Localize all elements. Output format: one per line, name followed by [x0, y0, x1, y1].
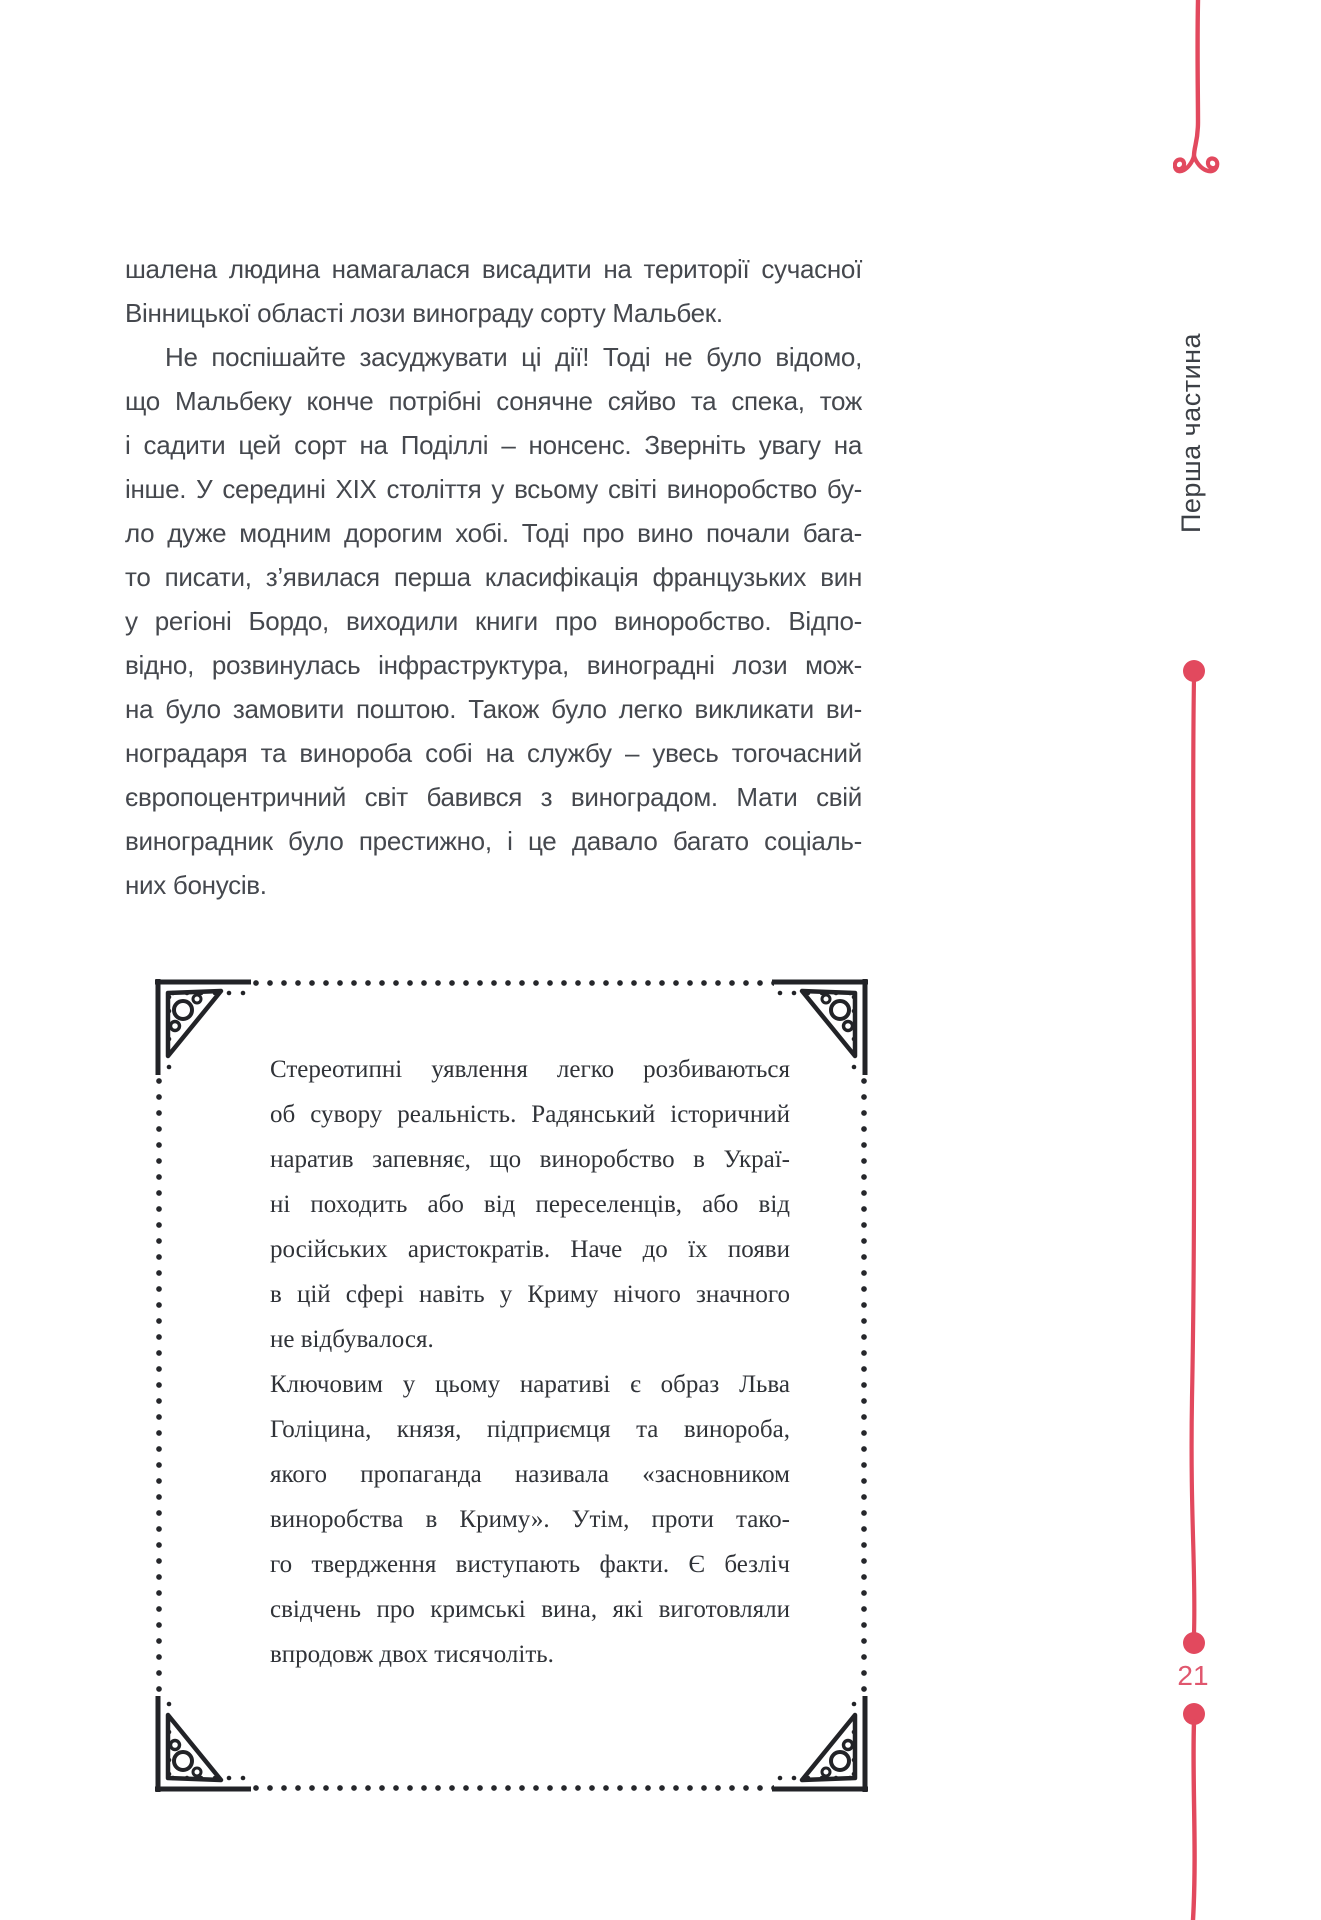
dotted-border-top [249, 979, 774, 987]
quote-line: в цій сфері навіть у Криму нічого значного [270, 1281, 790, 1308]
dotted-border-bottom [249, 1784, 774, 1792]
body-line: відно, розвинулась інфраструктура, виноградні лози мож- [125, 650, 862, 680]
quote-line: ні походить або від переселенців, або від [270, 1191, 790, 1218]
quote-line: наратив запевняє, що виноробство в Украї- [270, 1146, 790, 1173]
margin-rule-icon [1181, 658, 1207, 1658]
body-line: на було замовити поштою. Також було легко викликати ви- [125, 694, 862, 724]
quote-line: го твердження виступають факти. Є безліч [270, 1551, 790, 1578]
quote-line: впродовж двох тисячоліть. [270, 1641, 554, 1668]
body-line: виноградник було престижно, і це давало багато соціаль- [125, 826, 862, 856]
body-text-block [125, 247, 862, 907]
quote-line: Стереотипні уявлення легко розбиваються [270, 1056, 790, 1083]
body-line: них бонусів. [125, 870, 267, 900]
quote-line: виноробства в Криму». Утім, проти тако- [270, 1506, 790, 1533]
body-line: європоцентричний світ бавився з виноградом. Мати свій [125, 782, 862, 812]
flourish-icon [1173, 0, 1221, 192]
page-number: 21 [1177, 1660, 1209, 1691]
body-line: у регіоні Бордо, виходили книги про виноробство. Відпо- [125, 606, 862, 636]
quote-line: російських аристократів. Наче до їх появи [270, 1236, 790, 1263]
dotted-border-left [155, 1073, 163, 1698]
dotted-border-right [860, 1073, 868, 1698]
body-line: Не поспішайте засуджувати ці дії! Тоді не було відомо, [165, 342, 862, 372]
quote-text-block [270, 1047, 790, 1677]
section-sidebar-label: Перша частина [1176, 332, 1206, 533]
quote-line: Голіцина, князя, підприємця та винороба, [270, 1416, 790, 1443]
body-line: інше. У середині XIX століття у всьому світі виноробство бу- [125, 474, 862, 504]
quote-line: свідчень про кримські вина, які виготовляли [270, 1596, 790, 1623]
body-line: ло дуже модним дорогим хобі. Тоді про вино почали бага- [125, 518, 862, 548]
body-line: то писати, з’явилася перша класифікація французьких вин [125, 562, 862, 592]
body-line: Вінницької області лози винограду сорту Мальбек. [125, 298, 723, 328]
quote-line: якого пропаганда називала «засновником [270, 1461, 790, 1488]
corner-ornament-icon [768, 1692, 868, 1792]
body-line: що Мальбеку конче потрібні сонячне сяйво та спека, тож [125, 386, 862, 416]
quote-line: об сувору реальність. Радянський історичний [270, 1101, 790, 1128]
quote-line: Ключовим у цьому наративі є образ Льва [270, 1371, 790, 1398]
corner-ornament-icon [155, 979, 255, 1079]
body-line: шалена людина намагалася висадити на території сучасної [125, 254, 862, 284]
corner-ornament-icon [155, 1692, 255, 1792]
margin-rule-icon [1181, 1700, 1207, 1920]
quote-line: не відбувалося. [270, 1326, 434, 1353]
body-line: і садити цей сорт на Поділлі – нонсенс. Зверніть увагу на [125, 430, 862, 460]
body-line: ноградаря та винороба собі на службу – увесь тогочасний [125, 738, 862, 768]
